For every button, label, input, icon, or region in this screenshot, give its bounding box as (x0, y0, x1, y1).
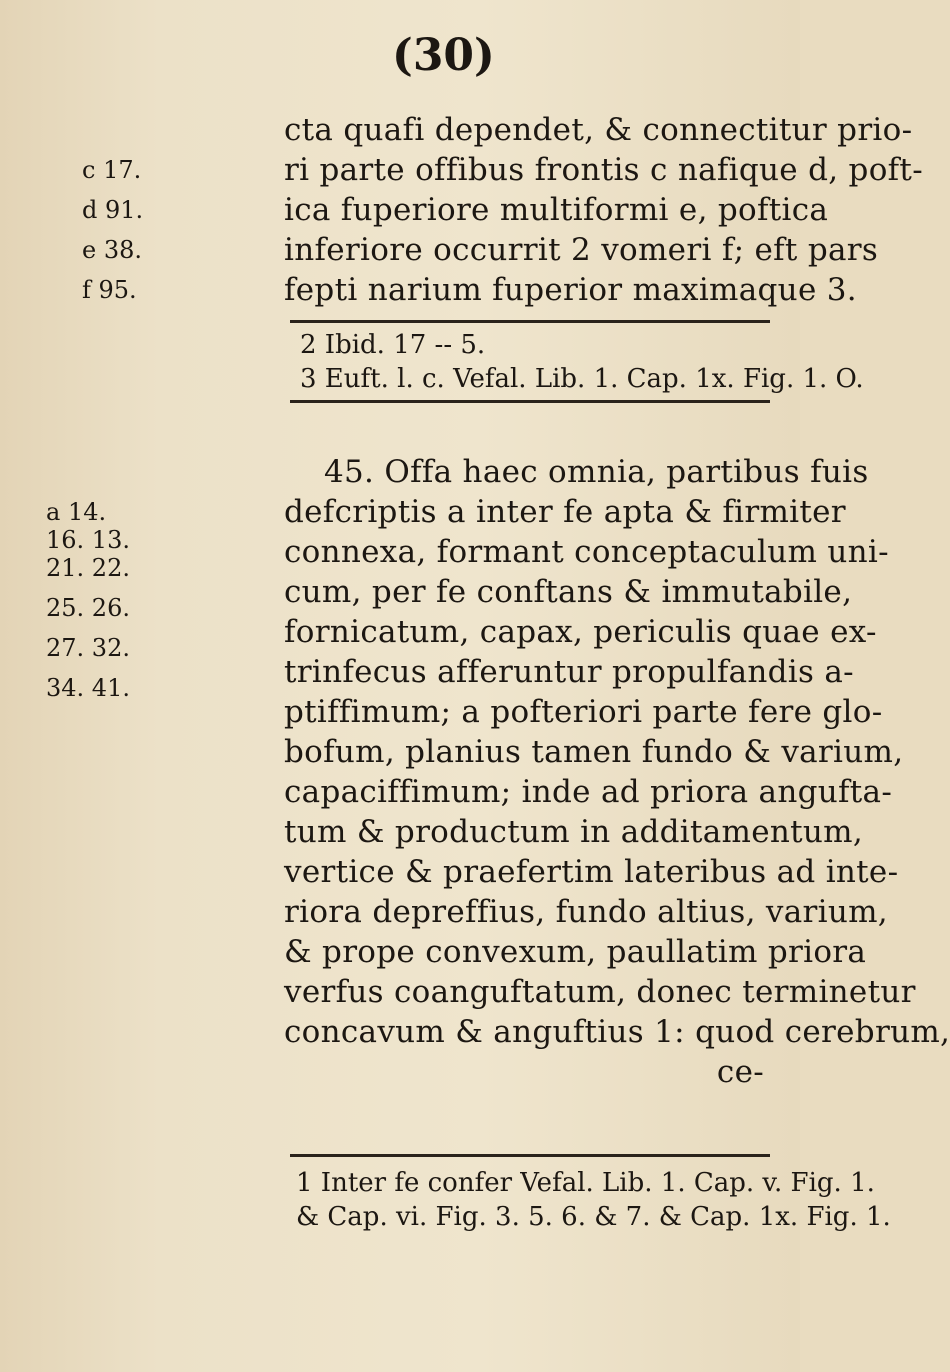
margin-note: d 91. (82, 196, 144, 224)
paragraph-1 (284, 110, 923, 310)
text-line: defcriptis a inter fe apta & firmiter (284, 494, 846, 530)
margin-note: 27. 32. (46, 634, 130, 662)
text-line: cum, per fe conftans & immutabile, (284, 574, 853, 610)
margin-note: 25. 26. (46, 594, 130, 622)
text-line: connexa, formant conceptaculum uni- (284, 534, 889, 570)
margin-note: f 95. (82, 276, 137, 304)
text-line: tum & productum in additamentum, (284, 814, 864, 850)
footnote-rule-top (290, 320, 770, 323)
text-line: riora depreffius, fundo altius, varium, (284, 894, 888, 930)
text-line: capaciffimum; inde ad priora angufta- (284, 774, 893, 810)
footnote-rule-bottom (290, 400, 770, 403)
margin-notes-2 (46, 492, 236, 708)
footnote-rule (290, 1154, 770, 1157)
catchword: ce- (716, 1054, 764, 1090)
margin-note: 21. 22. (46, 554, 130, 582)
footnote-line: 1 Inter fe confer Vefal. Lib. 1. Cap. v. Fig. 1. (296, 1168, 875, 1198)
text-line: inferiore occurrit 2 vomeri f; eft pars (284, 232, 879, 268)
text-line: verfus coanguftatum, donec terminetur (284, 974, 916, 1010)
text-line: bofum, planius tamen fundo & varium, (284, 734, 904, 770)
text-line: fepti narium fuperior maximaque 3. (284, 272, 857, 308)
text-line: 45. Offa haec omnia, partibus fuis (324, 454, 869, 490)
text-line: concavum & anguftius 1: quod cerebrum, (284, 1014, 950, 1050)
margin-note: c 17. (82, 156, 142, 184)
text-line: trinfecus afferuntur propulfandis a- (284, 654, 854, 690)
text-line: ri parte offibus frontis c nafique d, poft- (284, 152, 923, 188)
footnote-1 (300, 328, 864, 396)
footnote-line: & Cap. vi. Fig. 3. 5. 6. & 7. & Cap. 1x. Fig. 1. (296, 1202, 891, 1232)
text-line: ptiffimum; a pofteriori parte fere glo- (284, 694, 883, 730)
margin-note: a 14. (46, 498, 107, 526)
footnote-2 (296, 1166, 891, 1234)
margin-notes-1 (82, 150, 272, 310)
footnote-line: 2 Ibid. 17 -- 5. (300, 330, 486, 360)
paragraph-2 (284, 452, 950, 1092)
text-line: & prope convexum, paullatim priora (284, 934, 867, 970)
text-line: fornicatum, capax, periculis quae ex- (284, 614, 877, 650)
margin-note: 16. 13. (46, 526, 130, 554)
margin-note: e 38. (82, 236, 142, 264)
margin-note: 34. 41. (46, 674, 130, 702)
text-line: vertice & praefertim lateribus ad inte- (284, 854, 899, 890)
page-number: (30) (392, 30, 495, 81)
text-line: ica fuperiore multiformi e, poftica (284, 192, 829, 228)
text-line: cta quafi dependet, & connectitur prio- (284, 112, 913, 148)
footnote-line: 3 Euft. l. c. Vefal. Lib. 1. Cap. 1x. Fig. 1. O. (300, 364, 864, 394)
